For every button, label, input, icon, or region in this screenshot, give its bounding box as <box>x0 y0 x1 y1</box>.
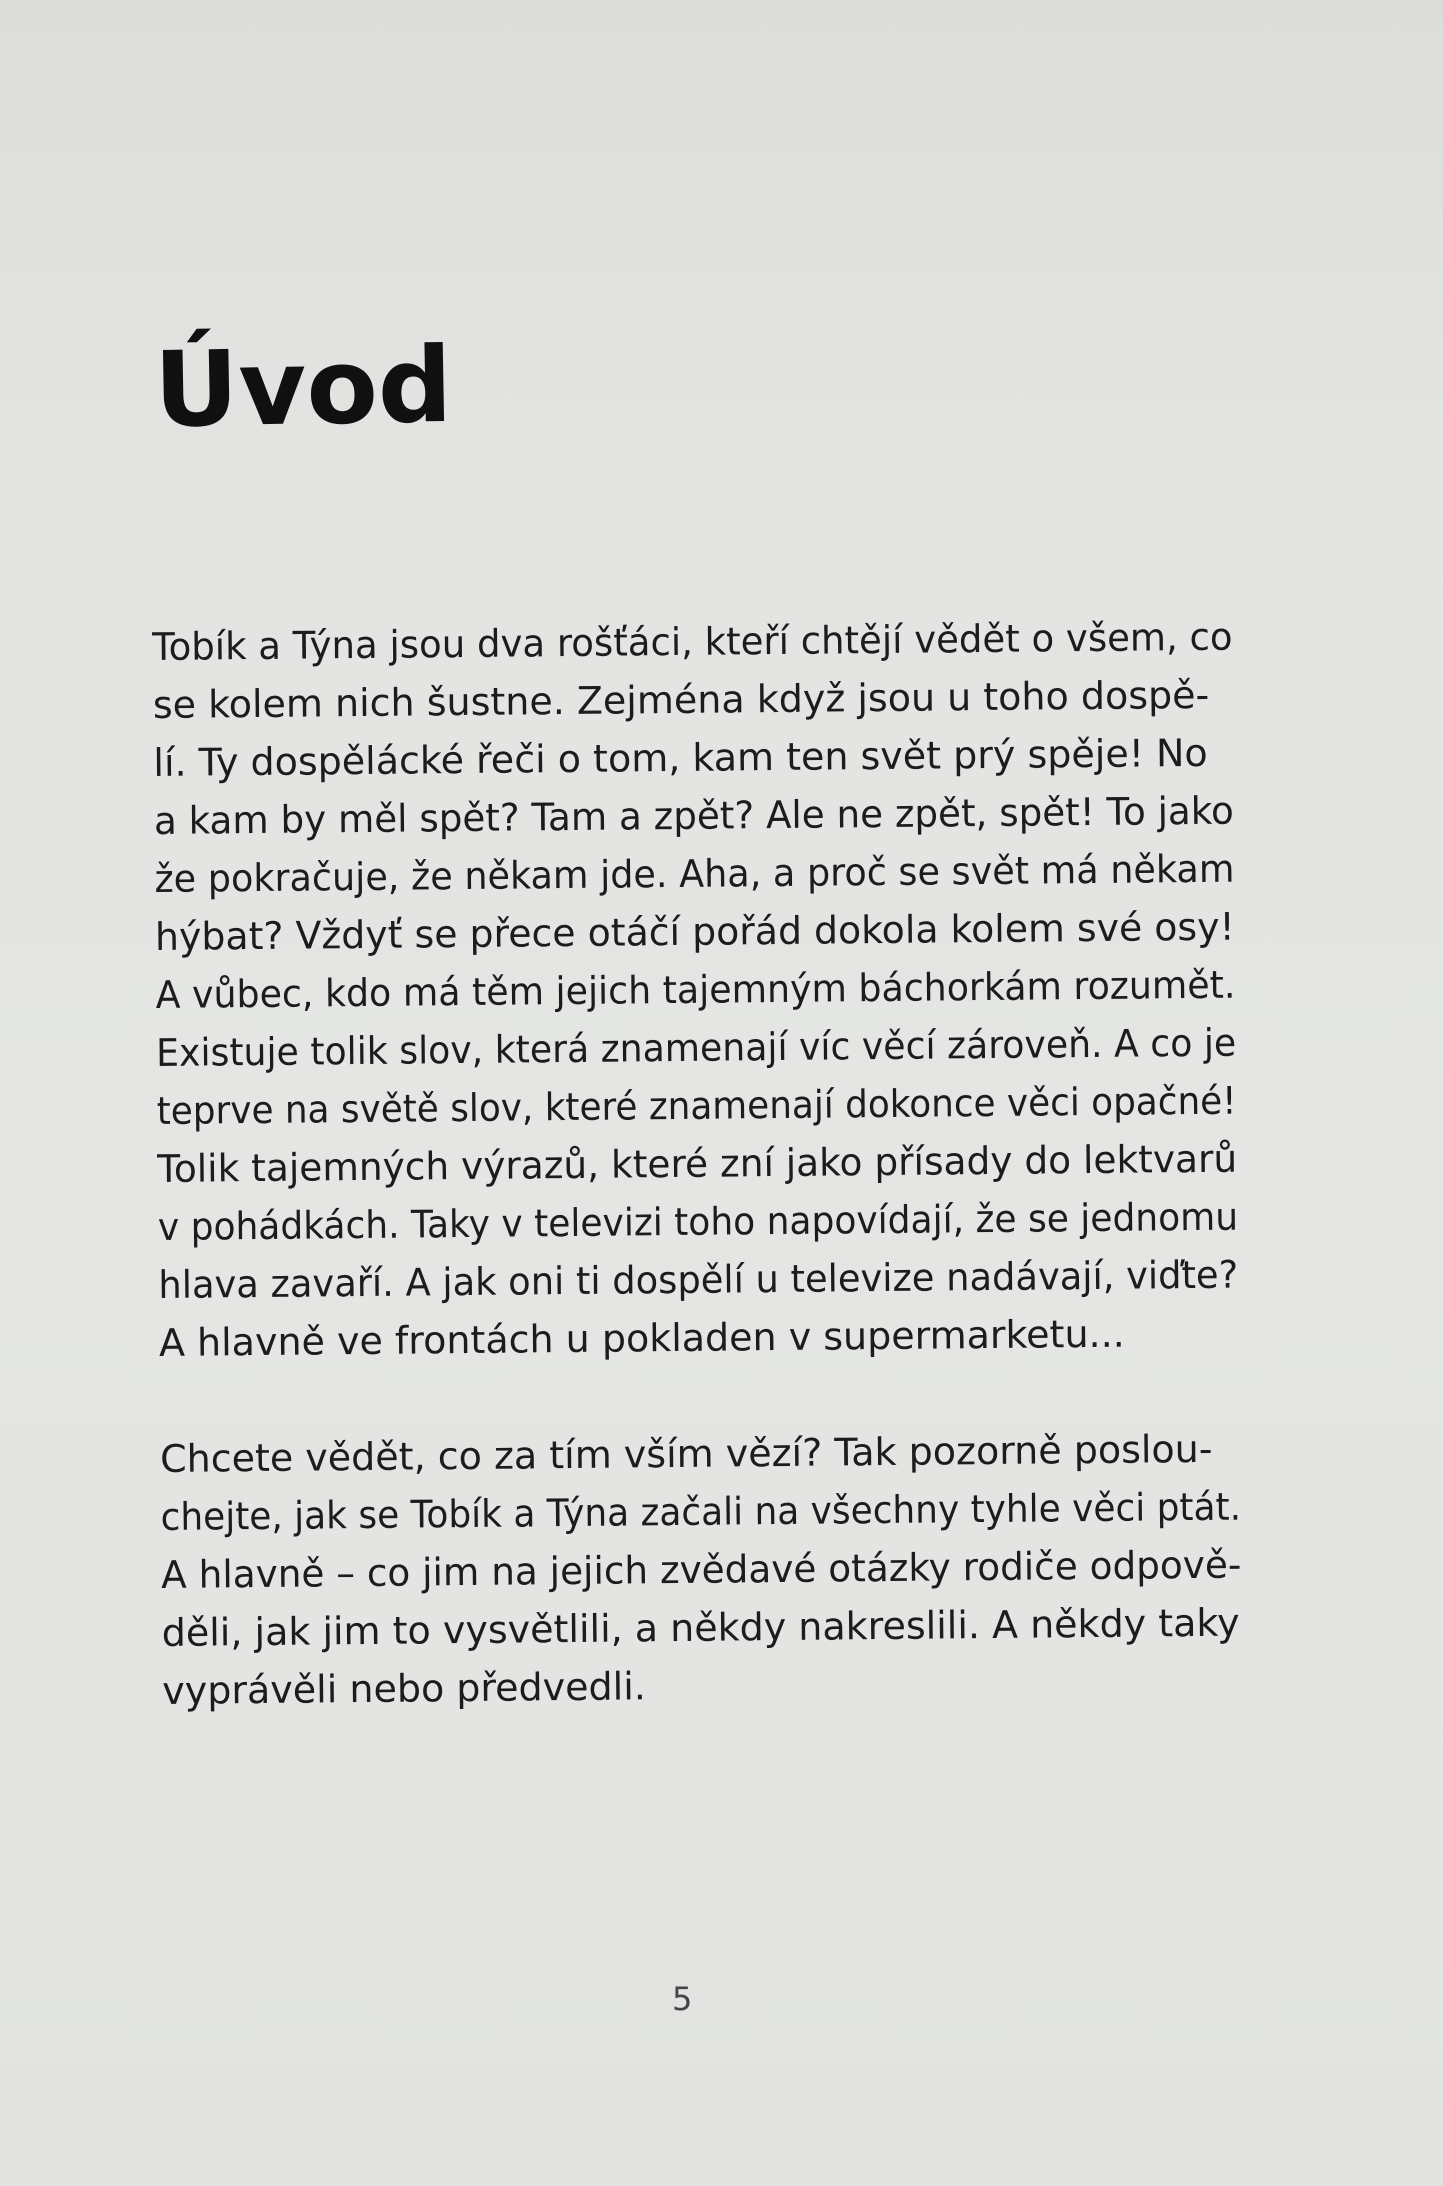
text-line: hýbat? Vždyť se přece otáčí pořád dokola kolem své osy! <box>154 904 1235 959</box>
text-line: Existuje tolik slov, která znamenají víc věcí zároveň. A co je <box>155 1020 1237 1075</box>
text-line: a kam by měl spět? Tam a zpět? Ale ne zpět, spět! To jako <box>153 788 1234 843</box>
text-line: děli, jak jim to vysvětlili, a někdy nakreslili. A někdy taky <box>161 1600 1240 1655</box>
page-body <box>152 608 1243 1720</box>
paragraph-spacer <box>159 1362 1240 1430</box>
text-line: chejte, jak se Tobík a Týna začali na všechny tyhle věci ptát. <box>160 1484 1242 1539</box>
text-line: lí. Ty dospělácké řeči o tom, kam ten svět prý spěje! No <box>153 730 1208 785</box>
text-line: hlava zavaří. A jak oni ti dospělí u televize nadávají, viďte? <box>158 1252 1239 1307</box>
text-line: vyprávěli nebo předvedli. <box>162 1664 647 1713</box>
text-line: Tolik tajemných výrazů, které zní jako přísady do lektvarů <box>157 1136 1238 1191</box>
text-line: Tobík a Týna jsou dva rošťáci, kteří chtějí vědět o všem, co <box>152 614 1233 669</box>
text-line: v pohádkách. Taky v televizi toho napovídají, že se jednomu <box>157 1194 1239 1249</box>
page-title: Úvod <box>153 323 454 451</box>
page-number: 5 <box>672 1980 693 2018</box>
text-line: A hlavně – co jim na jejich zvědavé otázky rodiče odpově- <box>160 1542 1242 1597</box>
text-line: teprve na světě slov, které znamenají dokonce věci opačné! <box>156 1078 1237 1133</box>
text-line: se kolem nich šustne. Zejména když jsou u toho dospě- <box>152 672 1210 727</box>
text-line: že pokračuje, že někam jde. Aha, a proč se svět má někam <box>154 846 1235 901</box>
text-line: A vůbec, kdo má těm jejich tajemným báchorkám rozumět. <box>155 962 1236 1017</box>
paragraph-2 <box>160 1420 1243 1720</box>
paragraph-1 <box>152 608 1239 1372</box>
text-line: A hlavně ve frontách u pokladen v supermarketu... <box>158 1311 1125 1365</box>
text-line: Chcete vědět, co za tím vším vězí? Tak pozorně poslou- <box>159 1426 1213 1481</box>
